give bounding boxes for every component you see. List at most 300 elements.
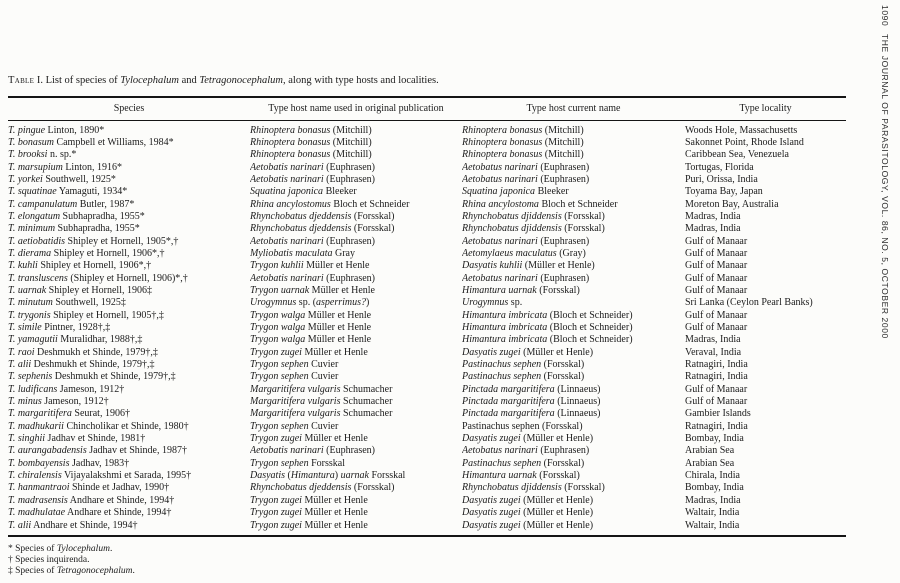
cell-locality: Bombay, India [685,433,744,445]
cell-host-current [462,236,685,248]
text-segment: (Euphrasen) [537,445,590,457]
text-segment: Trygon kuhlii [250,260,304,272]
text-segment: (Linnaeus) [554,408,601,420]
text-segment: T. sephenis [8,371,53,383]
text-segment: (Bloch et Schneider) [547,309,633,321]
text-segment: Southwell, 1925* [42,173,116,185]
cell-locality: Sakonnet Point, Rhode Island [685,136,804,148]
text-segment: (Forsskal) [536,284,580,296]
text-segment: Pintner, 1928†,‡ [41,322,111,333]
text-segment: T. aurangabadensis [8,445,87,457]
text-segment: T. minus [8,396,42,408]
text-segment: (Shipley et Hornell, 1906)*,† [67,272,188,284]
cell-species [8,482,250,494]
cell-species [8,211,250,223]
cell-species [8,149,250,161]
text-segment: Margaritifera vulgaris [250,396,341,408]
table-row [8,347,846,359]
text-segment: T. yorkei [8,173,43,185]
cell-host-original [250,223,462,235]
text-segment: Müller et Henle [301,433,368,445]
cell-host-original [250,285,462,297]
text-segment: Müller et Henle [305,334,372,346]
text-segment: asperrimus? [316,297,367,309]
text-segment: Aetobatis narinari [250,445,324,457]
cell-locality: Veraval, India [685,346,742,358]
table-row [8,445,846,457]
text-segment: n. sp.* [47,149,77,161]
cell-host-original [250,137,462,149]
text-segment: Trygon zugei [250,519,302,531]
cell-species [8,433,250,445]
text-segment: Butler, 1987* [77,198,135,210]
text-segment: T. transluscens [8,272,68,284]
cell-species [8,273,250,285]
cell-host-current [462,482,685,494]
cell-locality: Madras, India [685,223,741,235]
text-segment: T. raoi [8,346,35,358]
cell-locality: Gulf of Manaar [685,272,748,284]
cell-host-current [462,162,685,174]
text-segment: T. madrasensis [8,494,68,506]
text-segment: T. alii [8,359,32,371]
text-segment: (Forsskal) [541,359,585,371]
table-region [8,74,846,577]
cell-locality: Tortugas, Florida [685,161,754,173]
text-segment: T. minimum [8,223,56,235]
text-segment: Shinde et Jadhav, 1990† [69,482,170,494]
cell-host-current [462,199,685,211]
text-segment: (Euphrasen) [537,173,590,185]
cell-host-current [462,347,685,359]
text-segment: Trygon zugei [250,494,302,506]
cell-host-original [250,470,462,482]
text-segment: Dasyatis zugei [462,433,521,445]
text-segment: Dasyatis zugei [462,507,521,519]
cell-species [8,174,250,186]
table-row [8,384,846,396]
cell-host-original [250,445,462,457]
text-segment: T. minutum [8,297,53,309]
text-segment: T. brooksi [8,149,48,161]
cell-host-original [250,211,462,223]
text-segment: (Forsskal) [561,210,605,222]
cell-host-current [462,520,685,536]
table-caption [8,74,846,88]
text-segment: (Euphrasen) [323,161,375,173]
cell-locality: Arabian Sea [685,457,735,469]
cell-locality: Gulf of Manaar [685,309,748,321]
text-segment: Andhare et Shinde, 1994† [31,519,138,531]
text-segment: Tylocephalum [120,75,179,86]
cell-locality: Bombay, India [685,482,744,494]
text-segment: T. squatinae [8,186,57,198]
table-body [8,120,846,536]
col-header-host-current: Type host current name [462,97,685,120]
text-segment: (Euphrasen) [537,161,590,173]
text-segment: Muralidhar, 1988†,‡ [57,334,143,346]
text-segment: (Forsskal) [536,470,580,482]
text-segment: Aetobatis narinari [250,173,324,185]
text-segment: Trygon sephen [250,420,309,432]
text-segment: . [109,543,113,554]
text-segment: Andhare et Shinde, 1994† [67,494,175,506]
table-row [8,421,846,433]
cell-host-original [250,482,462,494]
cell-species [8,396,250,408]
text-segment: Cuvier [308,420,339,432]
table-row [8,137,846,149]
cell-locality: Gulf of Manaar [685,235,748,247]
cell-host-original [250,408,462,420]
text-segment: (Euphrasen) [537,272,590,284]
text-segment: Subhapradha, 1955* [60,210,145,222]
cell-host-original [250,273,462,285]
table-row [8,458,846,470]
text-segment: T. dierama [8,247,52,259]
cell-host-original [250,359,462,371]
text-segment: Trygon zugei [250,433,302,445]
text-segment: Pastinachus sephen [462,359,542,371]
text-segment: Gray [332,247,355,259]
cell-host-original [250,199,462,211]
text-segment: Dasyatis kuhlii [462,260,523,272]
text-segment: * Species of [8,543,57,554]
text-segment: Southwell, 1925‡ [52,297,126,309]
text-segment: Margaritifera vulgaris [250,408,341,420]
text-segment: Jameson, 1912† [57,383,125,395]
text-segment: T. chiralensis [8,470,62,482]
text-segment: Deshmukh et Shinde, 1979†,‡ [31,359,155,371]
cell-locality: Sri Lanka (Ceylon Pearl Banks) [685,297,813,309]
cell-species [8,495,250,507]
cell-host-original [250,396,462,408]
cell-species [8,359,250,371]
table-row [8,120,846,137]
text-segment: Seurat, 1906† [71,408,130,420]
text-segment: Cuvier [308,359,339,371]
cell-host-current [462,507,685,519]
table-row [8,174,846,186]
journal-title: THE JOURNAL OF PARASITOLOGY, VOL. 86, NO. 5, OCTOBER 2000 [880,34,890,339]
text-segment: Himantura [290,470,335,482]
cell-locality: Madras, India [685,494,741,506]
text-segment: Andhare et Shinde, 1994† [65,507,172,519]
cell-host-original [250,347,462,359]
text-segment: ( [285,470,291,482]
text-segment: Schumacher [340,383,393,395]
cell-species [8,421,250,433]
cell-locality: Ratnagiri, India [685,359,748,371]
cell-host-current [462,149,685,161]
cell-species [8,520,250,536]
text-segment: Rhinoptera bonasus [462,136,543,148]
cell-host-original [250,186,462,198]
cell-host-current [462,174,685,186]
footnote [8,544,846,555]
cell-host-original [250,236,462,248]
cell-host-original [250,174,462,186]
text-segment: T. alii [8,519,32,531]
text-segment: Aetobatus narinari [462,235,538,247]
text-segment: (Mitchill) [542,124,584,136]
table-row [8,371,846,383]
table-row [8,359,846,371]
text-segment: Rhinoptera bonasus [250,136,331,148]
table-row [8,285,846,297]
table-row [8,149,846,161]
text-segment: (Müller et Henle) [520,507,594,519]
cell-locality: Waltair, India [685,519,740,531]
cell-host-original [250,520,462,536]
text-segment: Rhinoptera bonasus [462,149,543,161]
text-segment: (Linnaeus) [554,383,601,395]
cell-locality: Arabian Sea [685,445,735,457]
cell-locality: Woods Hole, Massachusetts [685,124,798,136]
text-segment: T. bonasum [8,136,54,148]
text-segment: (Euphrasen) [537,235,590,247]
running-head [870,0,890,583]
cell-host-current [462,120,685,137]
text-segment: Rhynchobatus djiddensis [462,223,562,235]
cell-locality: Gulf of Manaar [685,260,748,272]
text-segment: Shipley et Hornell, 1905*,† [65,235,179,247]
cell-host-current [462,396,685,408]
text-segment: sp. [508,297,523,309]
text-segment: T. campanulatum [8,198,78,210]
text-segment: Rhynchobatus djeddensis [250,482,352,494]
text-segment: Subhapradha, 1955* [55,223,140,235]
text-segment: Pastinachus sephen [462,457,542,469]
text-segment: T. singhii [8,433,46,445]
cell-species [8,120,250,137]
table-row [8,310,846,322]
text-segment: Aetobatis narinari [250,161,324,173]
text-segment: Rhinoptera bonasus [462,124,543,136]
cell-host-original [250,507,462,519]
text-segment: Aetobatus narinari [462,445,538,457]
cell-host-original [250,297,462,309]
text-segment: ) [334,470,341,482]
text-segment: Bloch et Schneider [330,198,410,210]
cell-host-current [462,310,685,322]
text-segment: Bloch et Schneider [538,198,618,210]
cell-locality: Gulf of Manaar [685,383,748,395]
text-segment: Pastinachus sephen [462,371,542,383]
cell-locality: Ratnagiri, India [685,420,748,432]
cell-host-current [462,211,685,223]
text-segment: Himantura uarnak [462,470,537,482]
header-row [8,97,846,120]
text-segment: Müller et Henle [301,519,368,531]
cell-host-current [462,137,685,149]
text-segment: Deshmukh et Shinde, 1979†,‡ [52,371,176,383]
text-segment: (Müller et Henle) [520,433,594,445]
cell-locality: Gulf of Manaar [685,396,748,408]
table-row [8,408,846,420]
text-segment: Deshmukh et Shinde, 1979†,‡ [34,346,158,358]
text-segment: Trygon sephen [250,371,309,383]
text-segment: Müller et Henle [305,322,372,333]
cell-locality: Toyama Bay, Japan [685,186,763,198]
text-segment: Tetragonocephalum [199,75,283,86]
text-segment: T. aetiobatidis [8,235,66,247]
cell-locality: Madras, India [685,210,741,222]
text-segment: Tetragonocephalum [56,565,133,576]
col-header-host-original: Type host name used in original publication [250,97,462,120]
text-segment: Himantura imbricata [462,309,548,321]
cell-host-original [250,310,462,322]
text-segment: T. kuhli [8,260,38,272]
text-segment: (Forsskal) [541,457,585,469]
text-segment: Rhynchobatus djeddensis [250,210,352,222]
text-segment: T. uarnak [8,284,47,296]
text-segment: T. ludificans [8,383,58,395]
cell-species [8,297,250,309]
text-segment: Himantura imbricata [462,322,548,333]
text-segment: Trygon zugei [250,507,302,519]
text-segment: Urogymnus [462,297,509,309]
text-segment: Dasyatis [250,470,285,482]
text-segment: Pinctada margaritifera [462,408,555,420]
text-segment: Himantura uarnak [462,284,537,296]
table-row [8,162,846,174]
cell-locality: Gambier Islands [685,408,751,420]
text-segment: uarnak [340,470,369,482]
text-segment: Urogymnus [250,297,297,309]
table-row [8,273,846,285]
table-row [8,433,846,445]
text-segment: (Bloch et Schneider) [547,334,633,346]
text-segment: Dasyatis zugei [462,494,521,506]
table-row [8,495,846,507]
cell-locality: Gulf of Manaar [685,247,748,259]
text-segment: T. madhukarii [8,420,64,432]
cell-species [8,236,250,248]
cell-locality: Madras, India [685,334,741,346]
cell-host-current [462,186,685,198]
table-header [8,97,846,120]
text-segment: (Euphrasen) [323,445,375,457]
text-segment: Trygon walga [250,334,306,346]
cell-species [8,470,250,482]
cell-host-current [462,322,685,334]
text-segment: Table [8,75,35,86]
text-segment: (Müller et Henle) [520,494,594,506]
text-segment: Trygon uarnak [250,284,310,296]
text-segment: T. trygonis [8,309,51,321]
table-row [8,322,846,334]
cell-species [8,507,250,519]
text-segment: I. List of species of [34,75,121,86]
cell-host-original [250,384,462,396]
text-segment: Yamaguti, 1934* [56,186,128,198]
text-segment: (Mitchill) [330,149,372,161]
cell-host-current [462,334,685,346]
col-header-locality: Type locality [685,97,846,120]
table-row [8,260,846,272]
text-segment: Chincholikar et Shinde, 1980† [63,420,189,432]
text-segment: Myliobatis maculata [250,247,333,259]
cell-host-original [250,433,462,445]
text-segment: (Müller et Henle) [522,260,595,272]
text-segment: ) [366,297,370,309]
text-segment: Aetobatus narinari [462,272,538,284]
cell-species [8,458,250,470]
text-segment: Schumacher [340,396,393,408]
cell-species [8,334,250,346]
text-segment: Jadhav et Shinde, 1981† [45,433,146,445]
text-segment: Aetomylaeus maculatus [462,247,557,259]
text-segment: Squatina japonica [462,186,536,198]
species-table [8,96,846,537]
cell-locality: Waltair, India [685,507,740,519]
cell-species [8,347,250,359]
text-segment: Himantura imbricata [462,334,548,346]
footnote [8,566,846,577]
cell-host-current [462,260,685,272]
cell-species [8,248,250,260]
text-segment: (Gray) [556,247,586,259]
text-segment: T. yamagutii [8,334,58,346]
cell-host-original [250,149,462,161]
text-segment: (Forsskal) [351,223,395,235]
page-number: 1090 [880,5,890,27]
text-segment: (Mitchill) [330,136,372,148]
text-segment: Bleeker [323,186,357,198]
table-row [8,211,846,223]
text-segment: Müller et Henle [301,507,368,519]
text-segment: Forsskal [368,470,406,482]
cell-species [8,199,250,211]
cell-host-current [462,359,685,371]
cell-host-current [462,495,685,507]
text-segment: (Forsskal) [351,210,395,222]
text-segment: (Forsskal) [351,482,395,494]
text-segment: Shipley et Hornell, 1906‡ [46,284,152,296]
cell-species [8,223,250,235]
footnote [8,555,846,566]
table-row [8,520,846,536]
table-row [8,248,846,260]
cell-species [8,384,250,396]
cell-host-current [462,371,685,383]
text-segment: and [178,75,200,86]
text-segment: (Müller et Henle) [520,519,594,531]
text-segment: T. marsupium [8,161,63,173]
cell-host-current [462,285,685,297]
cell-species [8,322,250,334]
cell-species [8,186,250,198]
text-segment: T. elongatum [8,210,61,222]
text-segment: . [132,565,135,576]
cell-species [8,371,250,383]
text-segment: Bleeker [535,186,569,198]
text-segment: Müller et Henle [303,260,370,272]
col-header-species: Species [8,97,250,120]
text-segment: Rhinoptera bonasus [250,124,331,136]
table-row [8,396,846,408]
text-segment: (Euphrasen) [323,235,375,247]
text-segment: Rhynchobatus djeddensis [250,223,352,235]
cell-host-original [250,458,462,470]
text-segment: Tylocephalum [56,543,110,554]
text-segment: T. pingue [8,124,46,136]
cell-host-original [250,248,462,260]
text-segment: Rhynchobatus djiddensis [462,482,562,494]
cell-species [8,408,250,420]
text-segment: (Müller et Henle) [520,346,594,358]
